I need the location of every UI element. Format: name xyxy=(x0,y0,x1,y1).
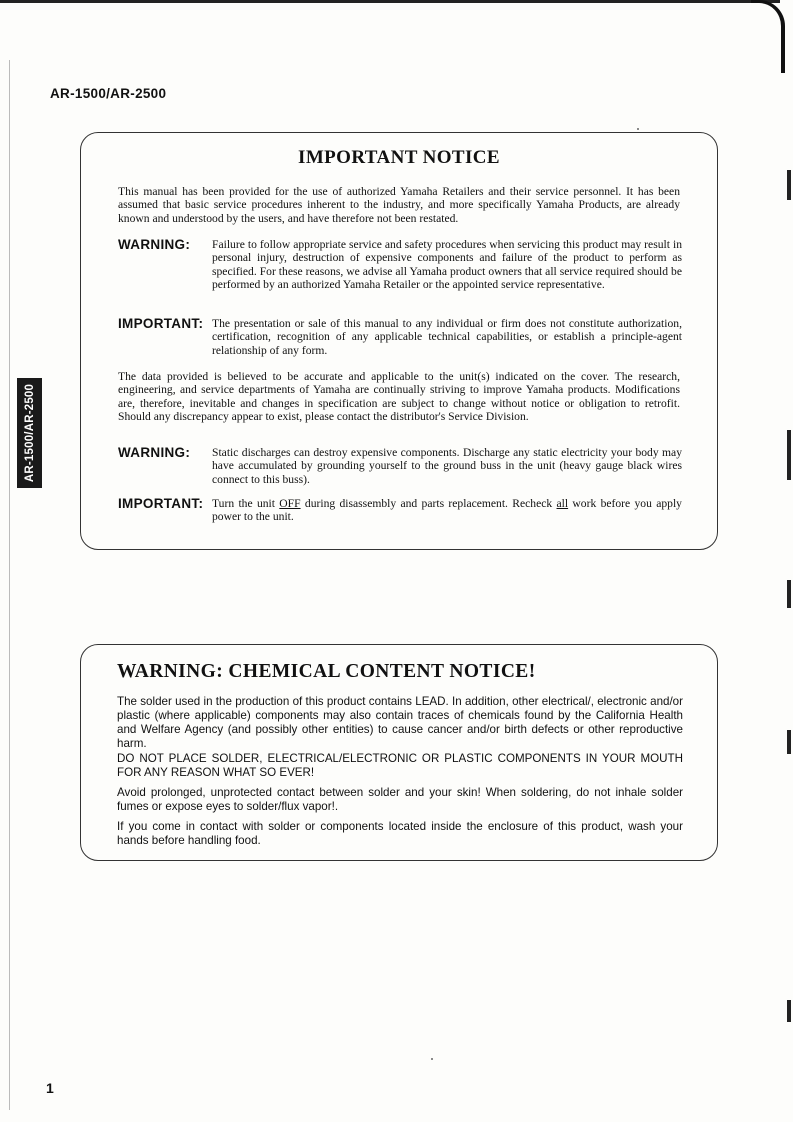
right-edge-mark xyxy=(787,170,791,200)
right-edge-mark xyxy=(787,730,791,754)
left-binding-line xyxy=(9,60,10,1110)
power-off-text-middle: during disassembly and parts replacement. Recheck xyxy=(300,497,557,510)
right-edge-mark xyxy=(787,430,791,480)
important-label: IMPORTANT: xyxy=(118,496,204,511)
power-off-text-end: work before you apply power to the unit. xyxy=(212,497,682,524)
warning-text: Failure to follow appropriate service and safety procedures when servicing this product may result in personal injury, destruction of expensive components and failure of the product to perform as specified. For these reasons, we advise all Yamaha product owners that all service required should be performed by an authorized Yamaha Retailer or the appointed service representative. xyxy=(212,238,682,292)
static-warning-text: Static discharges can destroy expensive components. Discharge any static electricity your body may have accumulated by grounding yourself to the ground buss in the unit (heavy gauge black wires connect to this buss). xyxy=(212,446,682,486)
off-emphasis: OFF xyxy=(279,497,301,510)
side-section-tab xyxy=(17,378,42,488)
warning-label: WARNING: xyxy=(118,237,191,252)
important-notice-box xyxy=(80,132,718,550)
important-notice-title: IMPORTANT NOTICE xyxy=(298,147,500,168)
all-emphasis: all xyxy=(556,497,569,510)
page-corner-curve xyxy=(751,0,785,73)
page-number: 1 xyxy=(46,1080,54,1096)
warning-label: WARNING: xyxy=(118,445,191,460)
scan-speck xyxy=(637,128,639,130)
power-off-text-start: Turn the unit xyxy=(212,497,280,510)
intro-paragraph: This manual has been provided for the use of authorized Yamaha Retailers and their service personnel. It has been assumed that basic service procedures inherent to the industry, and more specifically Yamaha Products, are already known and understood by the users, and have therefore not been restated. xyxy=(118,185,680,225)
right-edge-mark xyxy=(787,580,791,608)
top-page-border xyxy=(0,0,780,3)
document-header-title: AR-1500/AR-2500 xyxy=(50,86,167,101)
lead-content-paragraph: The solder used in the production of this product contains LEAD. In addition, other electrical/, electronic and/or plastic (where applicable) components may also contain traces of chemicals found by the California Health and Welfare Agency (and possibly other entities) to cause cancer and/or birth defects or other reproductive harm. xyxy=(117,695,683,750)
solder-mouth-warning: DO NOT PLACE SOLDER, ELECTRICAL/ELECTRONIC OR PLASTIC COMPONENTS IN YOUR MOUTH FOR ANY REASON WHAT SO EVER! xyxy=(117,752,683,779)
important-text: The presentation or sale of this manual to any individual or firm does not constitute authorization, certification, recognition of any applicable technical capabilities, or establish a principle-agent relationship of any form. xyxy=(212,317,682,357)
chemical-notice-box xyxy=(80,644,718,861)
data-accuracy-paragraph: The data provided is believed to be accurate and applicable to the unit(s) indicated on the cover. The research, engineering, and service departments of Yamaha are continually striving to improve Yamaha products. Modifications are, therefore, inevitable and changes in specification are subject to change without notice or obligation to retrofit. Should any discrepancy appear to exist, please contact the distributor's Service Division. xyxy=(118,370,680,424)
scan-speck xyxy=(431,1058,433,1060)
power-off-text xyxy=(212,497,682,524)
side-tab-label: AR-1500/AR-2500 xyxy=(23,383,36,483)
important-label: IMPORTANT: xyxy=(118,316,204,331)
wash-hands-paragraph: If you come in contact with solder or components located inside the enclosure of this product, wash your hands before handling food. xyxy=(117,820,683,847)
solder-contact-paragraph: Avoid prolonged, unprotected contact between solder and your skin! When soldering, do not inhale solder fumes or expose eyes to solder/flux vapor!. xyxy=(117,786,683,813)
chemical-notice-title: WARNING: CHEMICAL CONTENT NOTICE! xyxy=(117,661,536,682)
right-edge-mark xyxy=(787,1000,791,1022)
